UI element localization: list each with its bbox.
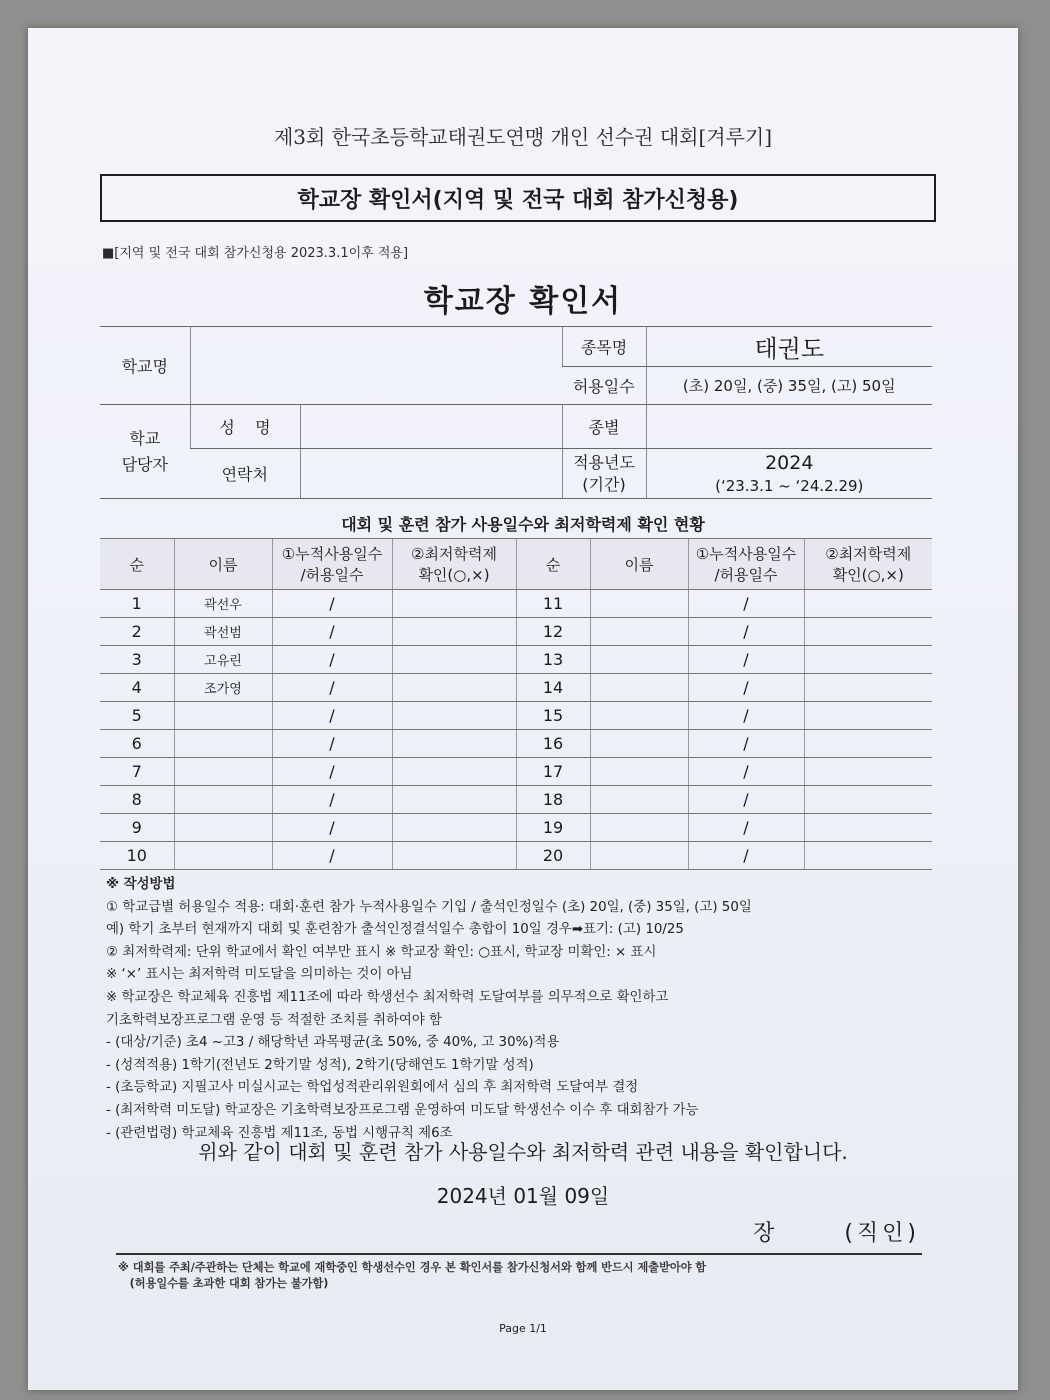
days-cell: /: [688, 842, 804, 870]
row-number: 8: [100, 786, 174, 814]
table-row: [100, 842, 932, 870]
writing-instructions: [106, 874, 936, 1145]
days-cell: /: [272, 814, 392, 842]
row-number: 2: [100, 618, 174, 646]
academic-cell: [392, 786, 516, 814]
row-number: 14: [516, 674, 590, 702]
student-name: [174, 814, 272, 842]
header-name-left: 이름: [174, 539, 272, 590]
academic-cell: [392, 702, 516, 730]
row-number: 6: [100, 730, 174, 758]
competition-subtitle: 제3회 한국초등학교태권도연맹 개인 선수권 대회[겨루기]: [273, 125, 773, 149]
days-cell: /: [272, 590, 392, 618]
row-number: 18: [516, 786, 590, 814]
days-cell: /: [272, 786, 392, 814]
header-no-left: 순: [100, 539, 174, 590]
student-name: 고유린: [174, 646, 272, 674]
table-row: [100, 702, 932, 730]
student-name: [174, 702, 272, 730]
days-cell: /: [272, 730, 392, 758]
allowed-days-label: 허용일수: [562, 367, 646, 405]
table-row: [100, 758, 932, 786]
student-name: [590, 618, 688, 646]
table-row: [100, 730, 932, 758]
note-line: - (관련법령) 학교체육 진흥법 제11조, 동법 시행규칙 제6조: [106, 1125, 453, 1141]
academic-cell: [392, 842, 516, 870]
allowed-days-value: (초) 20일, (중) 35일, (고) 50일: [646, 367, 932, 405]
student-name: [590, 702, 688, 730]
academic-cell: [804, 674, 932, 702]
student-name: [590, 590, 688, 618]
academic-cell: [392, 758, 516, 786]
student-name: [590, 758, 688, 786]
confirmation-date: 2024년 01월 09일: [436, 1184, 610, 1208]
student-name: [174, 842, 272, 870]
row-number: 16: [516, 730, 590, 758]
days-cell: /: [688, 730, 804, 758]
days-cell: /: [688, 702, 804, 730]
table-row: [100, 618, 932, 646]
days-cell: /: [272, 618, 392, 646]
academic-cell: [392, 646, 516, 674]
principal-seal-line: 장 (직인): [753, 1221, 920, 1246]
student-name: [590, 730, 688, 758]
divider: [116, 1253, 922, 1255]
student-name: 조가영: [174, 674, 272, 702]
academic-cell: [804, 646, 932, 674]
academic-cell: [804, 758, 932, 786]
note-line: - (대상/기준) 초4 ~고3 / 해당학년 과목평균(초 50%, 중 40%, 고 30%)적용: [106, 1035, 560, 1051]
row-number: 10: [100, 842, 174, 870]
year-label: 적용년도 (기간): [562, 449, 646, 499]
note-line: ② 최저학력제: 단위 학교에서 확인 여부만 표시 ※ 학교장 확인: ○표시, 학교장 미확인: × 표시: [106, 944, 657, 960]
student-name: [174, 786, 272, 814]
header-days-right: ①누적사용일수 /허용일수: [688, 539, 804, 590]
table-row: [100, 646, 932, 674]
academic-cell: [804, 786, 932, 814]
row-number: 1: [100, 590, 174, 618]
days-cell: /: [688, 646, 804, 674]
manager-contact-label: 연락처: [190, 449, 300, 499]
days-cell: /: [272, 674, 392, 702]
row-number: 13: [516, 646, 590, 674]
table-row: [100, 786, 932, 814]
row-number: 20: [516, 842, 590, 870]
academic-cell: [392, 590, 516, 618]
student-name: [590, 786, 688, 814]
student-name: 곽선범: [174, 618, 272, 646]
note-line: 기초학력보장프로그램 운영 등 적절한 조치를 취하여야 함: [106, 1012, 442, 1028]
table-row: [100, 814, 932, 842]
manager-contact-value: [300, 449, 562, 499]
note-line: - (최저학력 미도달) 학교장은 기초학력보장프로그램 운영하여 미도달 학생선수 이수 후 대회참가 가능: [106, 1102, 699, 1118]
days-cell: /: [688, 674, 804, 702]
academic-cell: [392, 674, 516, 702]
row-number: 9: [100, 814, 174, 842]
student-name: [590, 814, 688, 842]
note-line: ※ 학교장은 학교체육 진흥법 제11조에 따라 학생선수 최저학력 도달여부를 의무적으로 확인하고: [106, 989, 669, 1005]
days-cell: /: [272, 758, 392, 786]
days-cell: /: [688, 590, 804, 618]
row-number: 11: [516, 590, 590, 618]
days-cell: /: [688, 758, 804, 786]
row-number: 15: [516, 702, 590, 730]
note-line: ① 학교급별 허용일수 적용: 대회·훈련 참가 누적사용일수 기입 / 출석인정일수 (초) 20일, (중) 35일, (고) 50일: [106, 899, 752, 915]
year-value: 2024: [765, 452, 814, 474]
student-name: [174, 730, 272, 758]
days-cell: /: [272, 646, 392, 674]
row-number: 3: [100, 646, 174, 674]
academic-cell: [392, 730, 516, 758]
document-title-box: 학교장 확인서(지역 및 전국 대회 참가신청용): [100, 174, 936, 222]
academic-cell: [804, 618, 932, 646]
school-name-value: [190, 327, 562, 405]
note-line: ※ 작성방법: [106, 877, 176, 892]
days-cell: /: [688, 814, 804, 842]
academic-cell: [804, 590, 932, 618]
academic-cell: [804, 814, 932, 842]
category-label: 종별: [562, 405, 646, 449]
header-no-right: 순: [516, 539, 590, 590]
academic-cell: [804, 730, 932, 758]
student-name: [590, 646, 688, 674]
manager-name-label: 성 명: [190, 405, 300, 449]
footnote: [118, 1260, 706, 1292]
row-number: 17: [516, 758, 590, 786]
row-number: 5: [100, 702, 174, 730]
footnote-line: ※ 대회를 주최/주관하는 단체는 학교에 재학중인 학생선수인 경우 본 확인서를 참가신청서와 함께 반드시 제출받아야 함: [118, 1261, 707, 1274]
academic-cell: [392, 814, 516, 842]
school-manager-label: 학교 담당자: [100, 405, 190, 499]
main-title: 학교장 확인서: [423, 284, 623, 319]
row-number: 7: [100, 758, 174, 786]
table-row: [100, 590, 932, 618]
manager-name-value: [300, 405, 562, 449]
year-cell: [646, 449, 932, 499]
note-line: - (초등학교) 지필고사 미실시교는 학업성적관리위원회에서 심의 후 최저학력 도달여부 결정: [106, 1080, 639, 1096]
confirmation-statement: 위와 같이 대회 및 훈련 참가 사용일수와 최저학력 관련 내용을 확인합니다.: [198, 1140, 848, 1164]
note-line: - (성적적용) 1학기(전년도 2학기말 성적), 2학기(당해연도 1학기말 성적): [106, 1057, 534, 1073]
note-line: ※ ‘×’ 표시는 최저학력 미도달을 의미하는 것이 아님: [106, 967, 413, 983]
academic-cell: [804, 842, 932, 870]
header-academic-left: ②최저학력제 확인(○,×): [392, 539, 516, 590]
period-value: (‘23.3.1 ~ ‘24.2.29): [715, 477, 864, 495]
header-academic-right: ②최저학력제 확인(○,×): [804, 539, 932, 590]
row-number: 19: [516, 814, 590, 842]
student-name: [590, 674, 688, 702]
student-name: 곽선우: [174, 590, 272, 618]
sport-value: 태권도: [646, 327, 932, 367]
footnote-line: (허용일수를 초과한 대회 참가는 불가함): [118, 1277, 329, 1290]
apply-note: ■[지역 및 전국 대회 참가신청용 2023.3.1이후 적용]: [102, 246, 409, 261]
table-row: [100, 674, 932, 702]
category-value: [646, 405, 932, 449]
document-page: [28, 28, 1018, 1390]
student-name: [174, 758, 272, 786]
sport-label: 종목명: [562, 327, 646, 367]
row-number: 12: [516, 618, 590, 646]
roster-title: 대회 및 훈련 참가 사용일수와 최저학력제 확인 현황: [341, 515, 705, 534]
days-cell: /: [272, 702, 392, 730]
roster-table: [100, 538, 932, 870]
school-info-table: [100, 326, 932, 499]
days-cell: /: [688, 618, 804, 646]
note-line: 예) 학기 초부터 현재까지 대회 및 훈련참가 출석인정결석일수 총합이 10일 경우➡표기: (고) 10/25: [106, 922, 684, 938]
page-number: Page 1/1: [499, 1322, 547, 1335]
school-name-label: 학교명: [100, 327, 190, 405]
student-name: [590, 842, 688, 870]
days-cell: /: [688, 786, 804, 814]
row-number: 4: [100, 674, 174, 702]
academic-cell: [392, 618, 516, 646]
academic-cell: [804, 702, 932, 730]
header-name-right: 이름: [590, 539, 688, 590]
header-days-left: ①누적사용일수 /허용일수: [272, 539, 392, 590]
days-cell: /: [272, 842, 392, 870]
